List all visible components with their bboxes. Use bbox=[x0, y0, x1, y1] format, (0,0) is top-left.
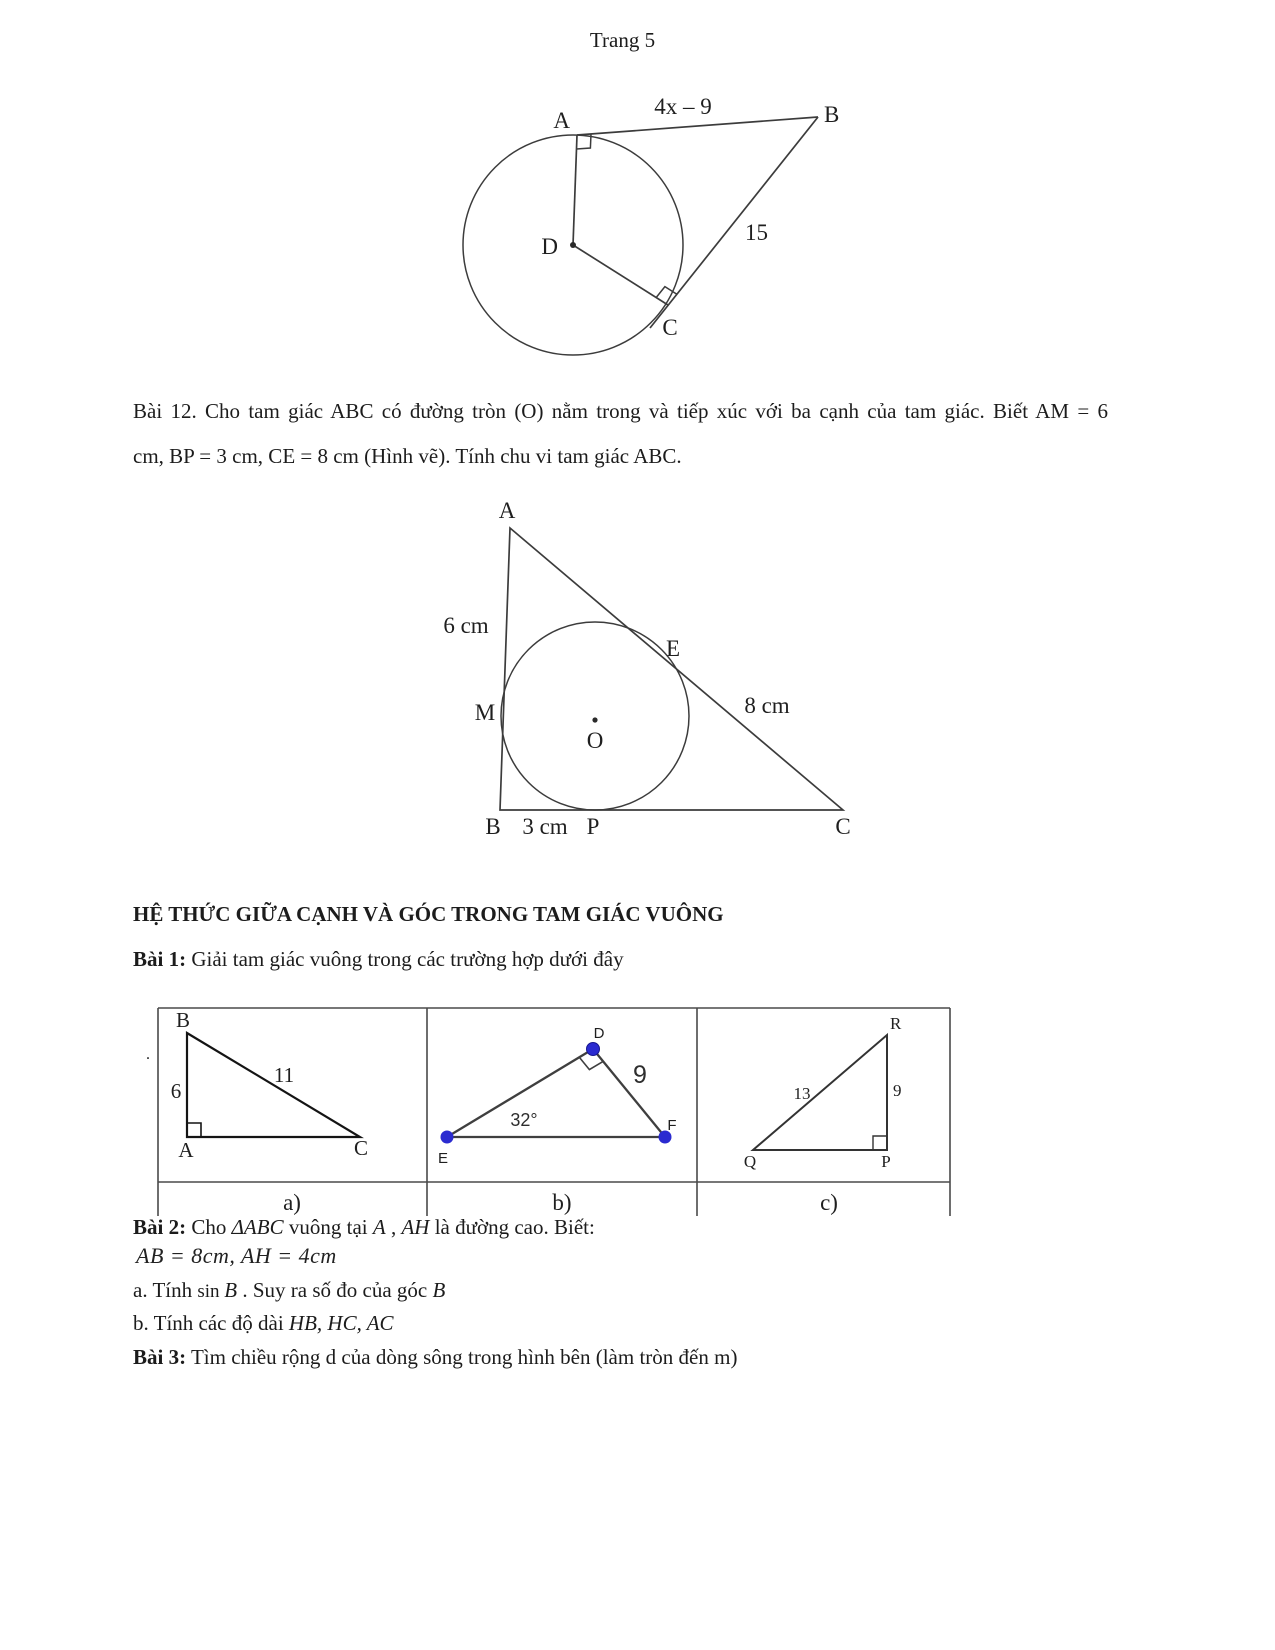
bai2-part-b bbox=[133, 1310, 394, 1336]
bai2-label: Bài 2: bbox=[133, 1215, 187, 1239]
bai2-text1: Cho bbox=[186, 1215, 232, 1239]
caption-a: a) bbox=[283, 1190, 301, 1215]
right-angle-a bbox=[187, 1123, 201, 1137]
angle-b-symbol: B bbox=[224, 1278, 238, 1302]
bai1-figure-table bbox=[150, 1005, 965, 1220]
bai2-line bbox=[133, 1214, 595, 1240]
part-a-text: a. Tính bbox=[133, 1278, 198, 1302]
vertex-label-d: D bbox=[593, 1025, 605, 1042]
vertex-label-a: A bbox=[178, 1138, 194, 1162]
vertex-label-a: A bbox=[553, 108, 570, 133]
side-qr-value: 13 bbox=[793, 1084, 811, 1103]
tangent-label-e: E bbox=[665, 636, 681, 661]
bai2-math-ah: AH bbox=[401, 1215, 430, 1239]
bai12-line2: cm, BP = 3 cm, CE = 8 cm (Hình vẽ). Tính chu vi tam giác ABC. bbox=[133, 444, 682, 468]
bai12-line1: Bài 12. Cho tam giác ABC có đường tròn (O) nằm trong và tiếp xúc với ba cạnh của tam giác. Biết AM = 6 bbox=[133, 399, 1108, 423]
vertex-label-c: C bbox=[353, 1136, 369, 1160]
right-angle-p bbox=[873, 1136, 887, 1150]
bai2-part-a bbox=[133, 1277, 445, 1304]
right-angle-d bbox=[579, 1057, 603, 1069]
incircle-o bbox=[501, 622, 689, 810]
center-label-o: O bbox=[586, 728, 604, 753]
vertex-label-a: A bbox=[498, 498, 516, 523]
bai1-line bbox=[133, 946, 624, 972]
side-bc-value: 11 bbox=[273, 1063, 295, 1087]
vertex-label-r: R bbox=[890, 1014, 902, 1033]
vertex-label-c: C bbox=[662, 315, 678, 340]
point-d bbox=[587, 1043, 600, 1056]
bai2-math-abc: ΔABC bbox=[231, 1215, 284, 1239]
vertex-label-b: B bbox=[485, 814, 501, 839]
vertex-label-p: P bbox=[881, 1152, 891, 1171]
side-am-value: 6 cm bbox=[443, 613, 489, 638]
radius-dc bbox=[573, 245, 668, 305]
section-heading: HỆ THỨC GIỮA CẠNH VÀ GÓC TRONG TAM GIÁC VUÔNG bbox=[133, 902, 724, 926]
bai3-label: Bài 3: bbox=[133, 1345, 187, 1369]
tangent-ab bbox=[577, 117, 818, 135]
bai2-given: AB = 8cm, AH = 4cm bbox=[136, 1243, 337, 1268]
table-borders bbox=[158, 1008, 950, 1216]
triangle-b bbox=[438, 1025, 677, 1167]
side-ec-value: 8 cm bbox=[744, 693, 790, 718]
vertex-label-b: B bbox=[175, 1008, 191, 1032]
vertex-label-c: C bbox=[835, 814, 851, 839]
caption-b: b) bbox=[552, 1190, 572, 1215]
side-rp-value: 9 bbox=[893, 1081, 902, 1100]
center-label-d: D bbox=[541, 234, 558, 259]
angle-e-value: 32° bbox=[510, 1110, 538, 1130]
part-a-text2: . Suy ra số đo của góc bbox=[237, 1278, 433, 1302]
part-b-text: b. Tính các độ dài bbox=[133, 1311, 289, 1335]
bai2-text2: vuông tại bbox=[283, 1215, 373, 1239]
caption-c: c) bbox=[820, 1190, 838, 1215]
vertex-label-f: F bbox=[667, 1117, 677, 1134]
tangent-label-p: P bbox=[586, 814, 600, 839]
vertex-label-e: E bbox=[437, 1150, 449, 1167]
side-df-value: 9 bbox=[633, 1061, 647, 1089]
bai2-text4: là đường cao. Biết: bbox=[429, 1215, 595, 1239]
triangle-abc bbox=[500, 528, 843, 810]
point-e bbox=[441, 1131, 454, 1144]
bai2-text3: , bbox=[385, 1215, 402, 1239]
tangent-label-m: M bbox=[474, 700, 496, 725]
figure-incircle-triangle bbox=[415, 473, 885, 853]
radius-da bbox=[573, 135, 577, 245]
secant-bc bbox=[650, 117, 818, 328]
angle-b-symbol-2: B bbox=[432, 1278, 446, 1302]
bai1-text: Giải tam giác vuông trong các trường hợp dưới đây bbox=[186, 947, 624, 971]
bai3-text: Tìm chiều rộng d của dòng sông trong hình bên (làm tròn đến m) bbox=[186, 1345, 738, 1369]
bai1-label: Bài 1: bbox=[133, 947, 187, 971]
center-point-o bbox=[592, 717, 597, 722]
page-title: Trang 5 bbox=[589, 28, 656, 52]
sin-operator: sin bbox=[197, 1281, 225, 1302]
center-point-d bbox=[570, 242, 576, 248]
triangle-a bbox=[171, 1008, 368, 1162]
bai3-line bbox=[133, 1344, 737, 1370]
figure-circle-tangents bbox=[440, 88, 860, 363]
triangle-c bbox=[744, 1014, 902, 1171]
side-ab-value: 4x – 9 bbox=[654, 94, 712, 119]
side-ab-value: 6 bbox=[170, 1079, 182, 1103]
vertex-label-b: B bbox=[824, 102, 840, 127]
side-bp-value: 3 cm bbox=[522, 814, 568, 839]
side-bc-value: 15 bbox=[745, 220, 768, 245]
vertex-label-q: Q bbox=[743, 1152, 757, 1171]
part-b-segments: HB, HC, AC bbox=[288, 1311, 394, 1335]
bai2-math-a: A bbox=[372, 1215, 386, 1239]
stray-dot: . bbox=[146, 1046, 150, 1063]
